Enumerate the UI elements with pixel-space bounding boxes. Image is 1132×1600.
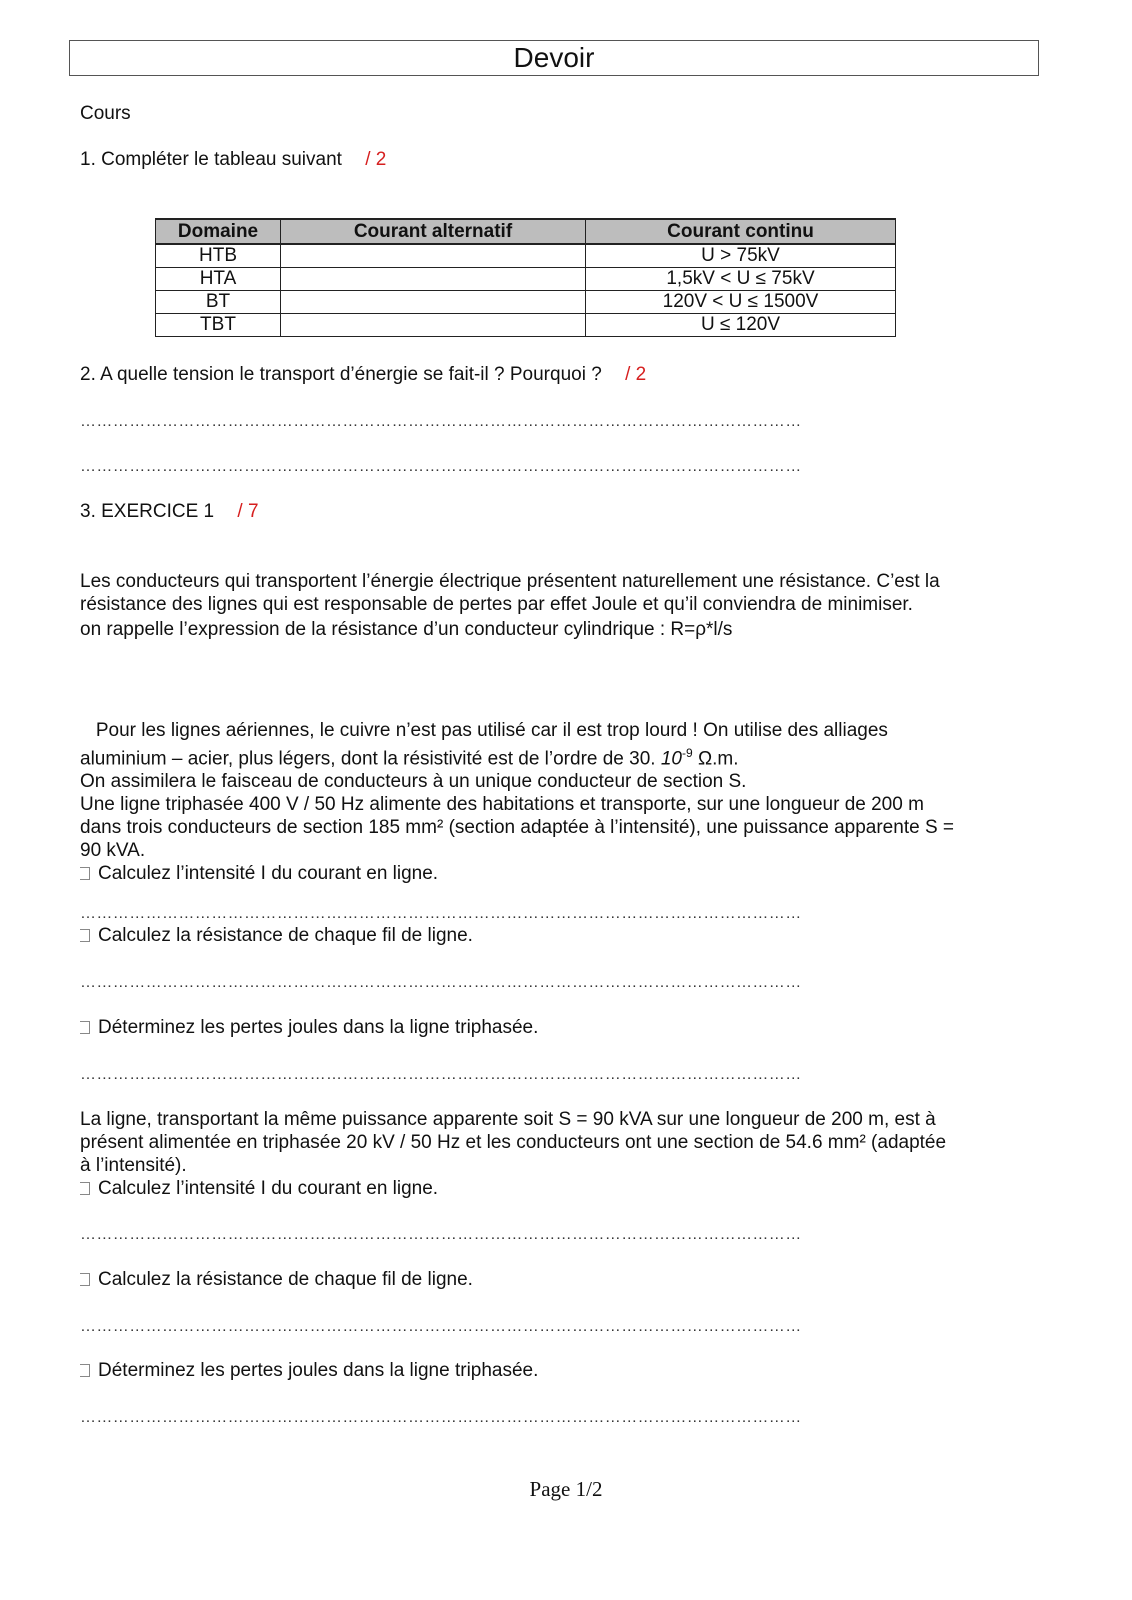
table-cell — [281, 244, 586, 268]
table-cell: HTB — [156, 244, 281, 268]
resistivity-unit: Ω.m. — [692, 748, 739, 770]
question-2 — [80, 364, 646, 386]
table-row — [156, 268, 896, 291]
table-cell — [281, 291, 586, 314]
checkbox-icon[interactable] — [80, 929, 90, 942]
table-header-cell: Courant alternatif — [281, 219, 586, 244]
checkbox-icon[interactable] — [80, 867, 90, 880]
voltage-domain-table — [155, 218, 896, 337]
question-3 — [80, 501, 259, 523]
table-row — [156, 291, 896, 314]
task-text: Déterminez les pertes joules dans la ligne triphasée. — [98, 1017, 539, 1038]
intro-paragraph — [80, 570, 1030, 641]
answer-line[interactable]: …………………………………………………………………………………………………………………… — [80, 905, 802, 922]
answer-line[interactable]: …………………………………………………………………………………………………………………… — [80, 1066, 802, 1083]
intro-line: résistance des lignes qui est responsable de pertes par effet Joule et qu’il conviendra de minimiser. — [80, 594, 913, 615]
table-cell: 120V < U ≤ 1500V — [586, 291, 896, 314]
table-cell: BT — [156, 291, 281, 314]
part1-line: Une ligne triphasée 400 V / 50 Hz alimente des habitations et transporte, sur une longueur de 200 m — [80, 794, 924, 816]
intro-line: on rappelle l’expression de la résistance d’un conducteur cylindrique : R=ρ*l/s — [80, 619, 733, 640]
checkbox-icon[interactable] — [80, 1182, 90, 1195]
page-title: Devoir — [69, 40, 1039, 76]
answer-line[interactable]: …………………………………………………………………………………………………………………… — [80, 413, 802, 430]
resistivity-base: 10 — [660, 748, 682, 770]
question-3-score: / 7 — [237, 501, 259, 522]
table-row — [156, 244, 896, 268]
task-item — [80, 925, 473, 947]
task-text: Calculez l’intensité I du courant en ligne. — [98, 863, 439, 885]
checkbox-icon[interactable] — [80, 1021, 90, 1034]
table-row — [156, 314, 896, 337]
answer-line[interactable]: …………………………………………………………………………………………………………………… — [80, 458, 802, 475]
task-text: Calculez la résistance de chaque fil de ligne. — [98, 1269, 473, 1290]
question-1-text: 1. Compléter le tableau suivant — [80, 149, 342, 170]
answer-line[interactable]: …………………………………………………………………………………………………………………… — [80, 1226, 802, 1243]
task-item — [80, 1017, 538, 1039]
task-text: Calculez l’intensité I du courant en ligne. — [98, 1178, 439, 1199]
table-header-cell: Courant continu — [586, 219, 896, 244]
checkbox-icon[interactable] — [80, 1273, 90, 1286]
question-1 — [80, 149, 386, 171]
part1-line — [80, 742, 1030, 770]
part2-line: La ligne, transportant la même puissance apparente soit S = 90 kVA sur une longueur de 200 m, est à — [80, 1109, 936, 1130]
answer-line[interactable]: …………………………………………………………………………………………………………………… — [80, 974, 802, 991]
table-header-row — [156, 219, 896, 244]
part1-line: dans trois conducteurs de section 185 mm² (section adaptée à l’intensité), une puissance apparente S = — [80, 817, 954, 839]
table-cell — [281, 268, 586, 291]
exercise-part-1 — [80, 719, 1030, 885]
intro-line: Les conducteurs qui transportent l’énergie électrique présentent naturellement une résistance. C’est la — [80, 571, 940, 592]
question-2-text: 2. A quelle tension le transport d’énergie se fait-il ? Pourquoi ? — [80, 364, 602, 385]
page-number: Page 1/2 — [529, 1477, 603, 1501]
answer-line[interactable]: …………………………………………………………………………………………………………………… — [80, 1409, 802, 1426]
exercise-part-2 — [80, 1108, 1030, 1200]
resistivity-exponent: -9 — [682, 746, 693, 760]
part2-line: à l’intensité). — [80, 1155, 187, 1176]
table-cell — [281, 314, 586, 337]
task-text: Déterminez les pertes joules dans la ligne triphasée. — [98, 1360, 539, 1381]
table-cell: U > 75kV — [586, 244, 896, 268]
table-header-cell: Domaine — [156, 219, 281, 244]
part1-line-text: aluminium – acier, plus légers, dont la résistivité est de l’ordre de 30. — [80, 748, 661, 770]
question-2-score: / 2 — [625, 364, 647, 385]
checkbox-icon[interactable] — [80, 1364, 90, 1377]
part1-line: On assimilera le faisceau de conducteurs à un unique conducteur de section S. — [80, 771, 747, 793]
task-item — [80, 1360, 538, 1382]
part1-line: Pour les lignes aériennes, le cuivre n’est pas utilisé car il est trop lourd ! On utilise des alliages — [80, 720, 888, 741]
task-item — [80, 1269, 473, 1291]
section-label: Cours — [80, 103, 131, 124]
table-cell: HTA — [156, 268, 281, 291]
part1-line: 90 kVA. — [80, 840, 146, 862]
answer-line[interactable]: …………………………………………………………………………………………………………………… — [80, 1318, 802, 1335]
task-item — [80, 1177, 1030, 1200]
task-item — [80, 862, 1030, 885]
question-3-text: 3. EXERCICE 1 — [80, 501, 215, 522]
table-cell: 1,5kV < U ≤ 75kV — [586, 268, 896, 291]
question-1-score: / 2 — [365, 149, 387, 170]
table-cell: U ≤ 120V — [586, 314, 896, 337]
part2-line: présent alimentée en triphasée 20 kV / 50 Hz et les conducteurs ont une section de 54.6 mm² (adaptée — [80, 1132, 947, 1153]
task-text: Calculez la résistance de chaque fil de ligne. — [98, 925, 473, 946]
table-cell: TBT — [156, 314, 281, 337]
